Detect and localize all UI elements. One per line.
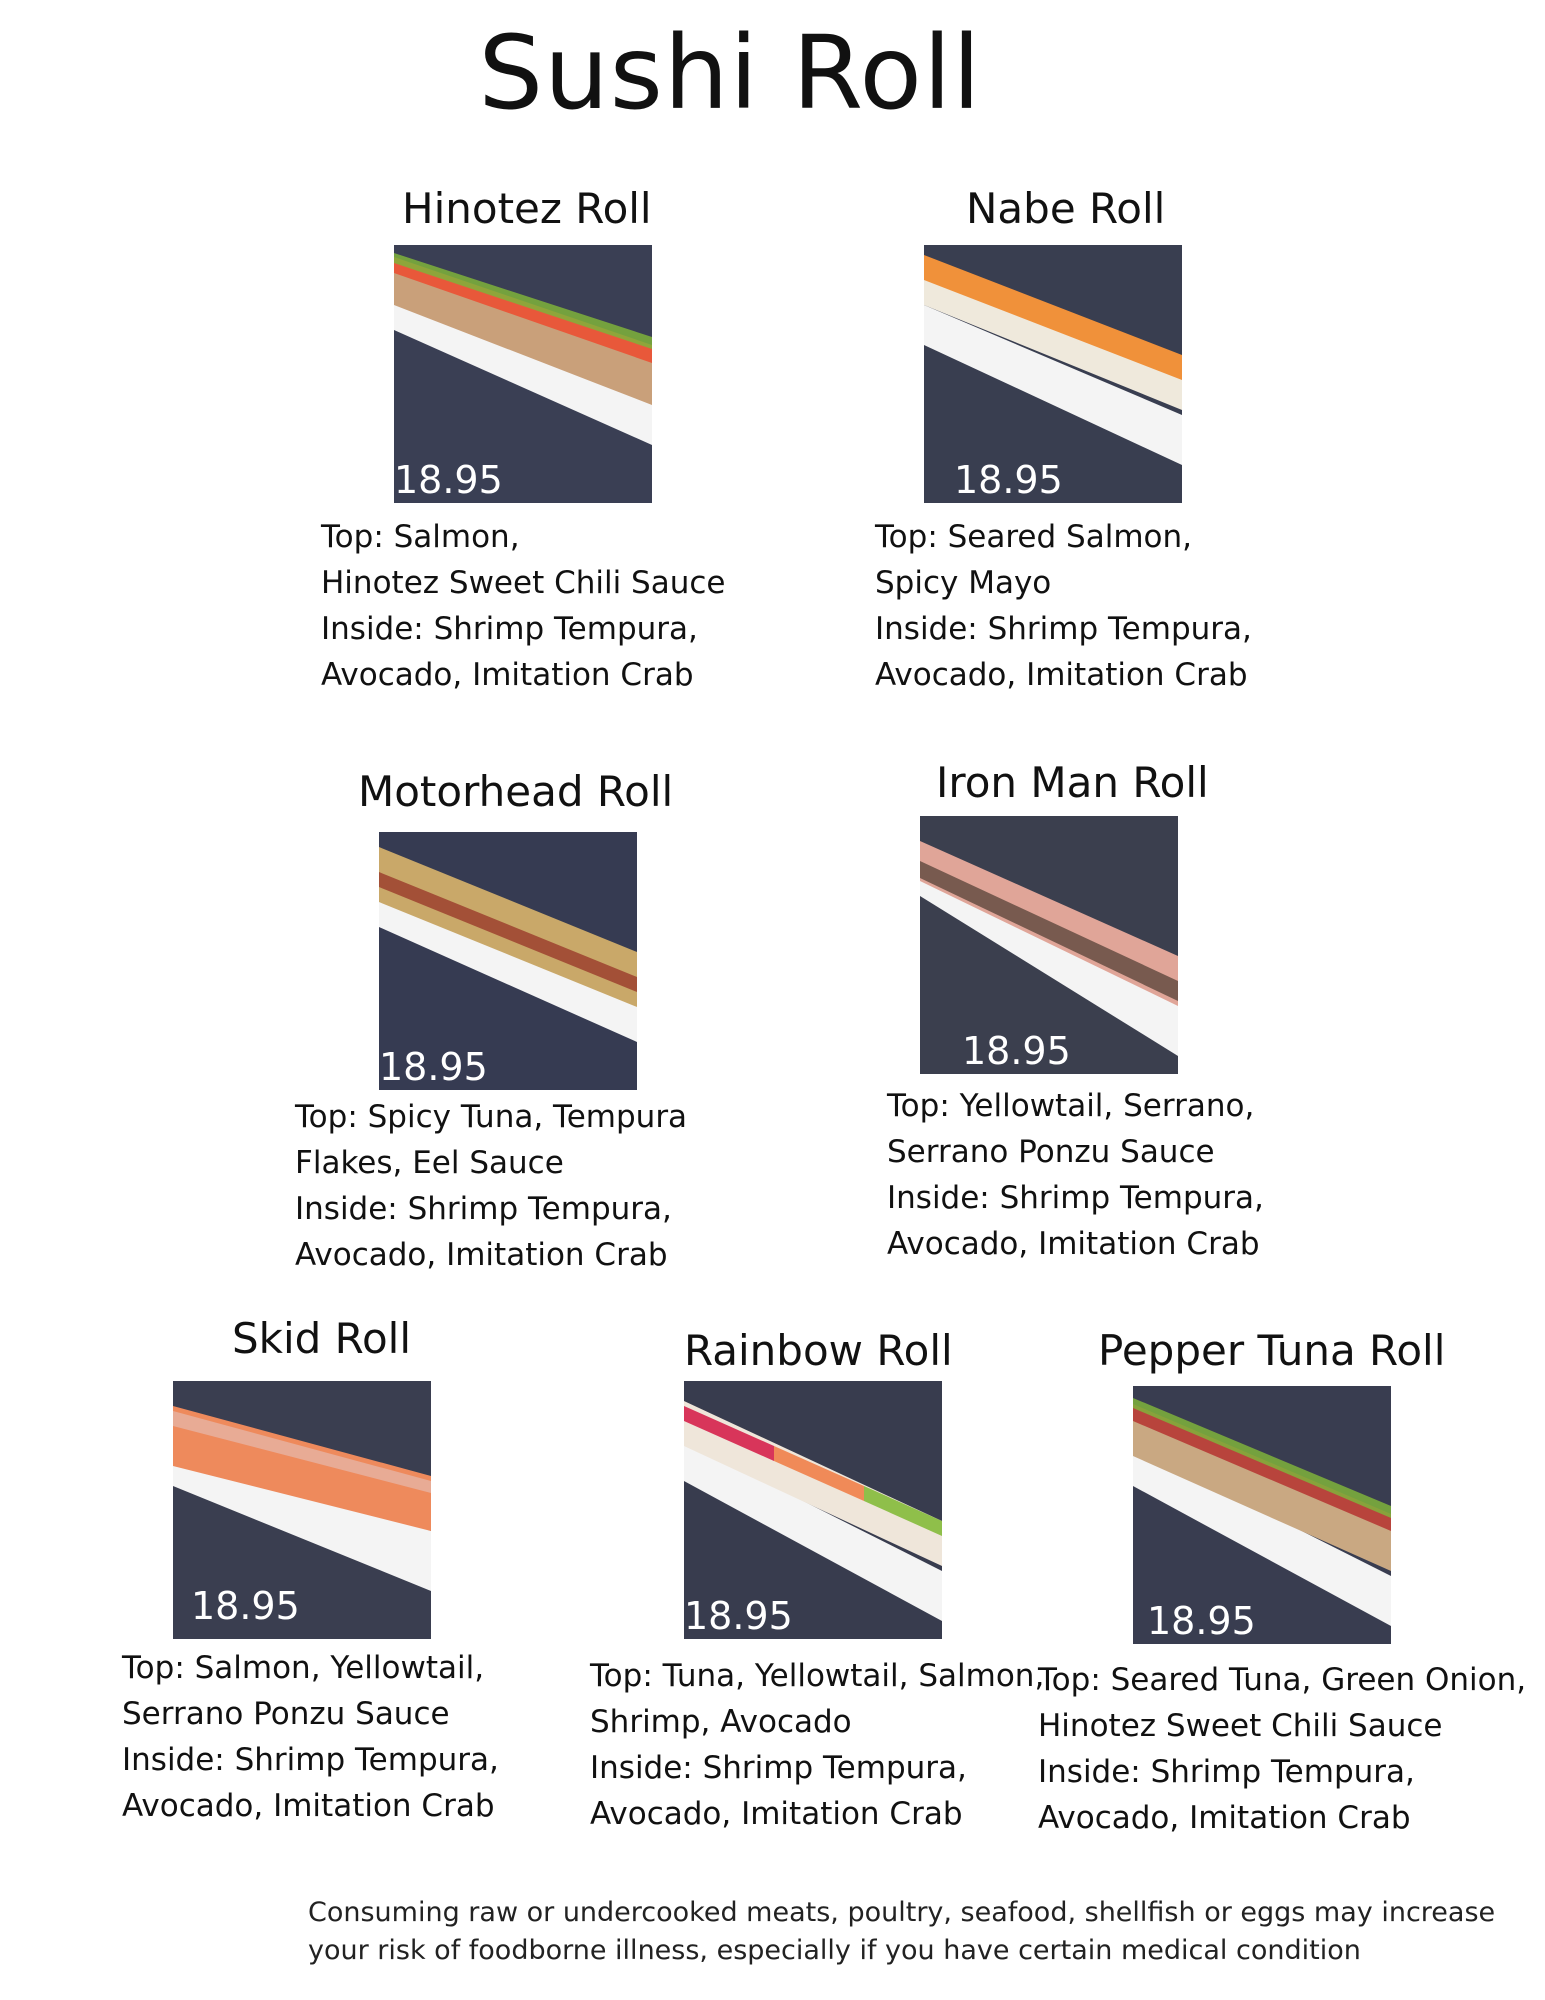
price: 18.95 [954, 458, 1063, 502]
roll-name-iron-man: Iron Man Roll [936, 758, 1209, 807]
price: 18.95 [1147, 1599, 1256, 1643]
roll-photo-pepper-tuna [1133, 1386, 1391, 1644]
price: 18.95 [394, 458, 503, 502]
price: 18.95 [684, 1594, 793, 1638]
price: 18.95 [962, 1029, 1071, 1073]
roll-name-hinotez: Hinotez Roll [402, 184, 652, 233]
roll-name-motorhead: Motorhead Roll [358, 767, 674, 816]
health-disclaimer [308, 1894, 1495, 1970]
roll-name-pepper-tuna: Pepper Tuna Roll [1098, 1326, 1446, 1375]
roll-description-nabe: Top: Seared Salmon, Spicy Mayo Inside: Shrimp Tempura, Avocado, Imitation Crab [875, 519, 1252, 693]
roll-description-motorhead: Top: Spicy Tuna, Tempura Flakes, Eel Sauce Inside: Shrimp Tempura, Avocado, Imitation Crab [295, 1099, 688, 1273]
roll-description-hinotez: Top: Salmon, Hinotez Sweet Chili Sauce Inside: Shrimp Tempura, Avocado, Imitation Crab [321, 519, 726, 693]
disclaimer-line: your risk of foodborne illness, especially if you have certain medical condition [308, 1935, 1361, 1966]
roll-photo-hinotez [394, 245, 652, 503]
roll-photo-iron-man [920, 816, 1178, 1074]
roll-photo-motorhead [379, 832, 637, 1090]
roll-photo-rainbow [684, 1381, 942, 1639]
disclaimer-line: Consuming raw or undercooked meats, poultry, seafood, shellfish or eggs may increase [308, 1897, 1496, 1928]
roll-description-iron-man: Top: Yellowtail, Serrano, Serrano Ponzu Sauce Inside: Shrimp Tempura, Avocado, Imitation Crab [887, 1088, 1264, 1262]
roll-name-rainbow: Rainbow Roll [684, 1326, 953, 1375]
roll-name-nabe: Nabe Roll [966, 184, 1166, 233]
roll-description-rainbow: Top: Tuna, Yellowtail, Salmon, Shrimp, Avocado Inside: Shrimp Tempura, Avocado, Imitation Crab [590, 1658, 1045, 1832]
page-title: Sushi Roll [478, 14, 982, 133]
roll-description-skid: Top: Salmon, Yellowtail, Serrano Ponzu Sauce Inside: Shrimp Tempura, Avocado, Imitation Crab [122, 1650, 499, 1824]
price: 18.95 [379, 1045, 488, 1089]
roll-name-skid: Skid Roll [232, 1314, 411, 1363]
roll-photo-skid [173, 1381, 431, 1639]
price: 18.95 [191, 1584, 300, 1628]
roll-photo-nabe [924, 245, 1182, 503]
roll-description-pepper-tuna: Top: Seared Tuna, Green Onion, Hinotez Sweet Chili Sauce Inside: Shrimp Tempura, Avocado, Imitation Crab [1038, 1662, 1527, 1836]
